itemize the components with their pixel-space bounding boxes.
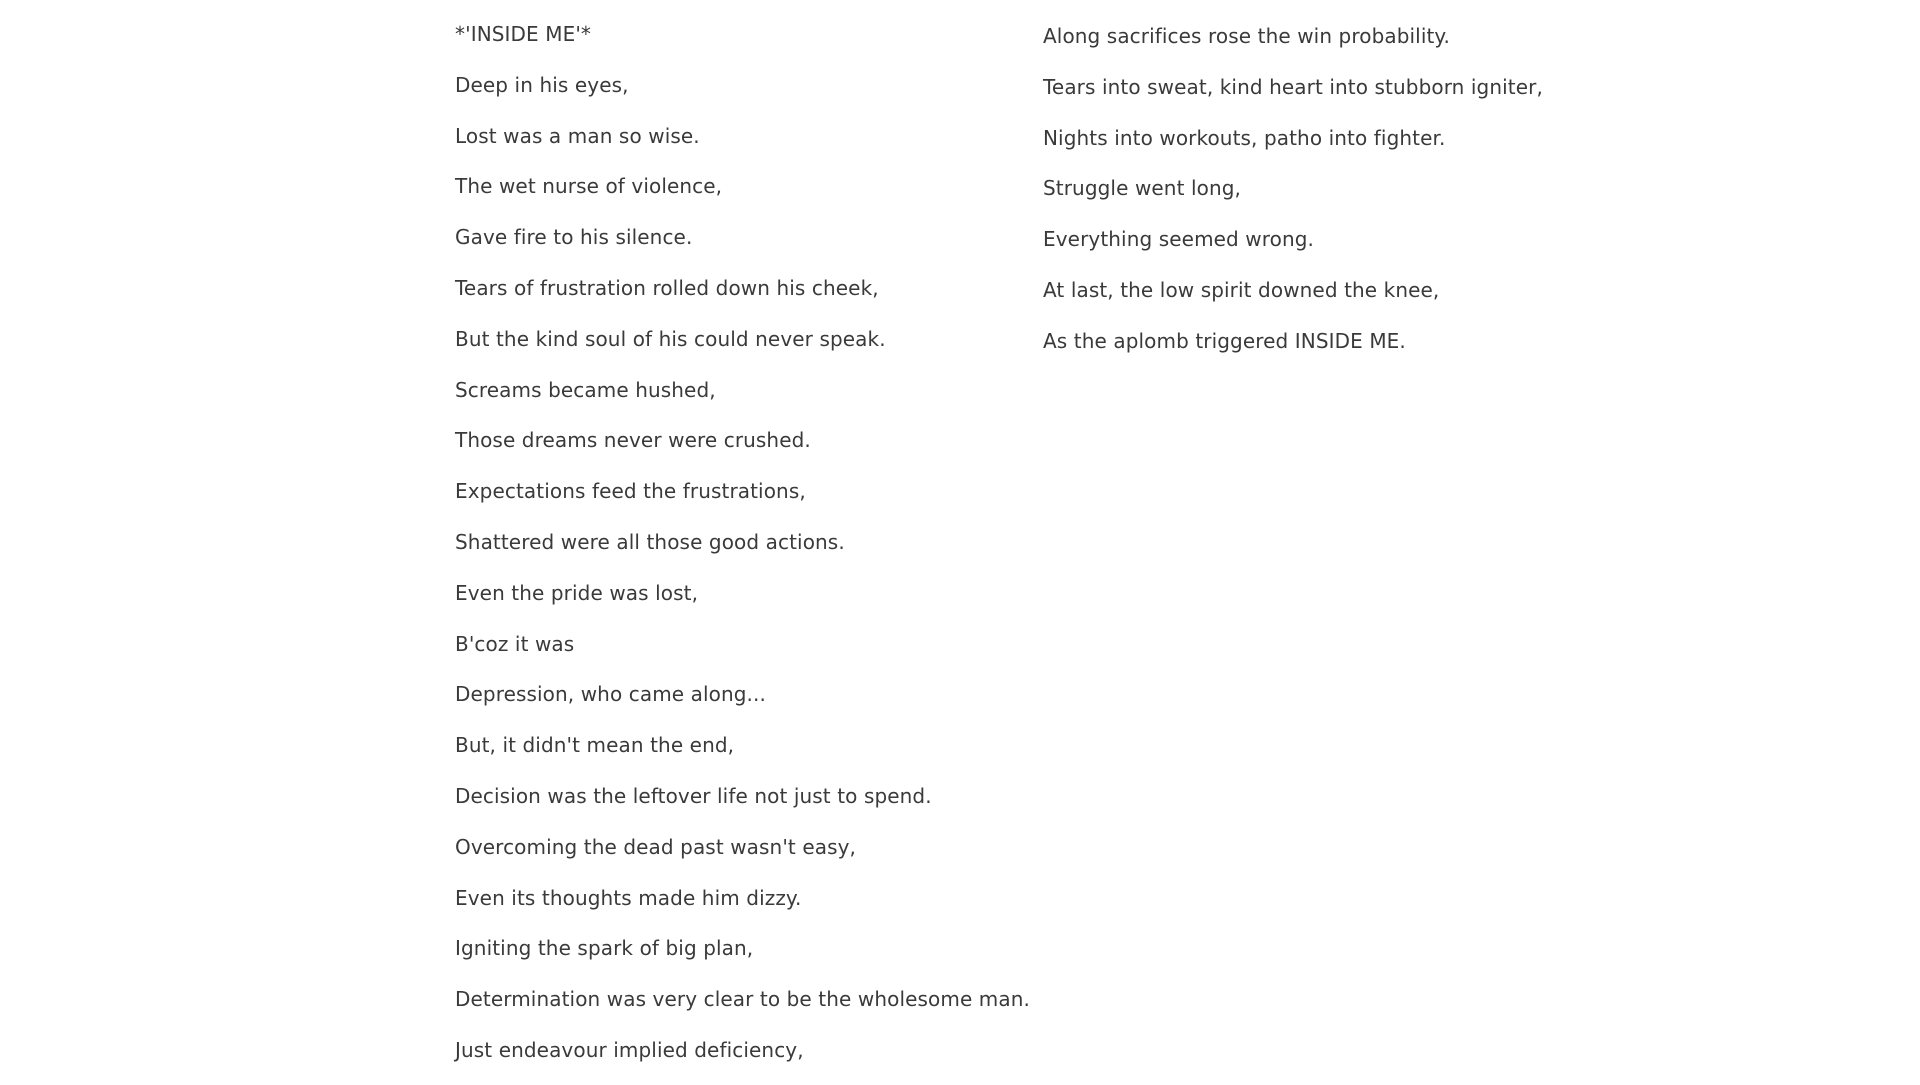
- poem-line: Tears of frustration rolled down his cheek,: [455, 275, 879, 300]
- poem-line: Gave fire to his silence.: [455, 225, 693, 250]
- poem-left-column: [455, 18, 1030, 1085]
- poem-line: Determination was very clear to be the wholesome man.: [455, 987, 1030, 1012]
- poem-line: Those dreams never were crushed.: [455, 428, 811, 453]
- poem-line: Even its thoughts made him dizzy.: [455, 885, 802, 910]
- poem-line: Deep in his eyes,: [455, 72, 629, 97]
- poem-line: At last, the low spirit downed the knee,: [1043, 277, 1440, 302]
- poem-line: Everything seemed wrong.: [1043, 227, 1315, 252]
- poem-line: Expectations feed the frustrations,: [455, 479, 806, 504]
- poem-line: As the aplomb triggered INSIDE ME.: [1043, 328, 1406, 353]
- poem-line: Nights into workouts, patho into fighter.: [1043, 125, 1446, 150]
- poem-line: Shattered were all those good actions.: [455, 529, 845, 554]
- poem-line: But, it didn't mean the end,: [455, 733, 735, 758]
- poem-line: Screams became hushed,: [455, 377, 716, 402]
- poem-line: Overcoming the dead past wasn't easy,: [455, 834, 857, 859]
- poem-line: The wet nurse of violence,: [455, 174, 723, 199]
- poem-line: Lost was a man so wise.: [455, 123, 700, 148]
- poem-line: Just endeavour implied deficiency,: [455, 1037, 804, 1062]
- poem-line: Even the pride was lost,: [455, 580, 699, 605]
- poem-title: *'INSIDE ME'*: [455, 22, 592, 46]
- poem-line: Along sacrifices rose the win probability.: [1043, 24, 1450, 48]
- poem-line: Tears into sweat, kind heart into stubborn igniter,: [1043, 74, 1543, 99]
- poem-line: Decision was the leftover life not just to spend.: [455, 783, 932, 808]
- poem-line: Struggle went long,: [1043, 176, 1242, 201]
- poem-line: Depression, who came along...: [455, 682, 766, 707]
- poem-line: Igniting the spark of big plan,: [455, 936, 754, 961]
- poem-line: B'coz it was: [455, 631, 575, 656]
- poem-right-column: [1043, 20, 1603, 376]
- poem-line: But the kind soul of his could never speak.: [455, 326, 886, 351]
